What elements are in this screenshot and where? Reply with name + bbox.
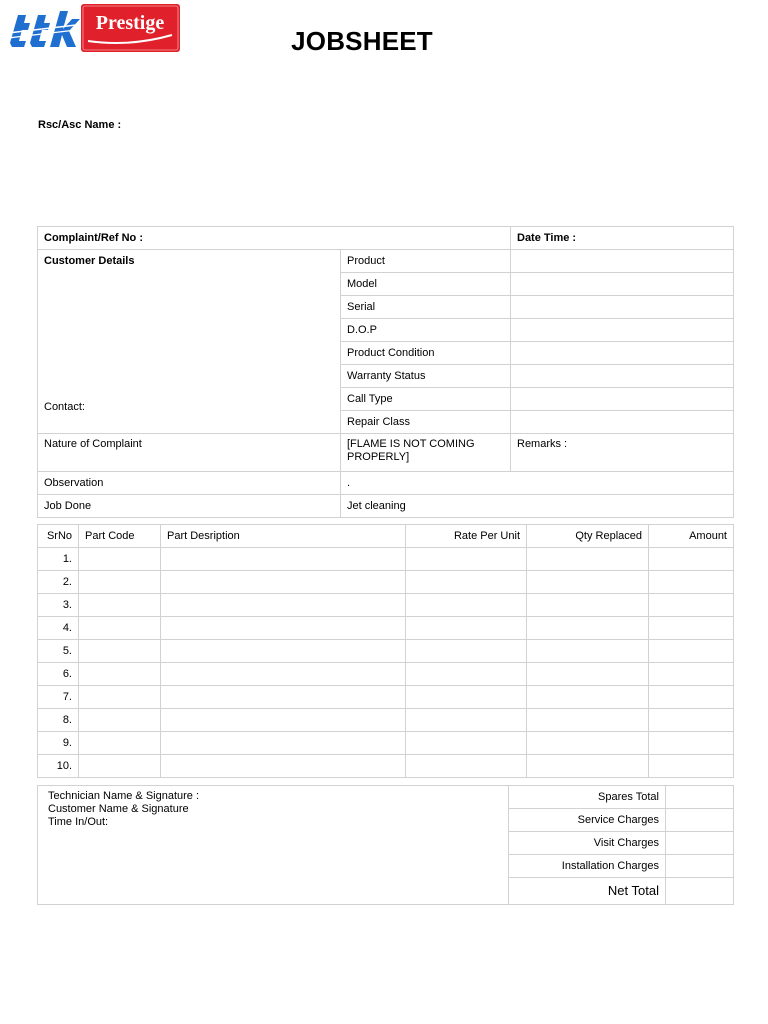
technician-signature-label: Technician Name & Signature : [48, 790, 200, 802]
complaint-ref-label: Complaint/Ref No : [38, 227, 511, 250]
srno-cell: 1. [38, 548, 79, 571]
table-row [38, 571, 734, 594]
rate-cell[interactable] [406, 640, 527, 663]
rate-cell[interactable] [406, 709, 527, 732]
installation-charges-label: Installation Charges [509, 855, 666, 878]
amount-cell[interactable] [649, 709, 734, 732]
srno-cell: 9. [38, 732, 79, 755]
observation-label: Observation [38, 472, 341, 495]
srno-cell: 10. [38, 755, 79, 778]
nature-row [38, 434, 734, 472]
part-description-cell[interactable] [161, 640, 406, 663]
spares-total-label: Spares Total [509, 786, 666, 809]
rate-cell[interactable] [406, 686, 527, 709]
table-row [38, 617, 734, 640]
service-charges-value[interactable] [666, 809, 734, 832]
parts-header-row [38, 525, 734, 548]
amount-cell[interactable] [649, 732, 734, 755]
amount-cell[interactable] [649, 686, 734, 709]
qty-replaced-header: Qty Replaced [527, 525, 649, 548]
time-in-out-label: Time In/Out: [48, 816, 109, 828]
call-type-label: Call Type [341, 388, 511, 411]
qty-cell[interactable] [527, 640, 649, 663]
part-code-cell[interactable] [79, 594, 161, 617]
rate-cell[interactable] [406, 663, 527, 686]
part-code-cell[interactable] [79, 686, 161, 709]
table-row [38, 548, 734, 571]
product-condition-label: Product Condition [341, 342, 511, 365]
amount-cell[interactable] [649, 571, 734, 594]
part-description-cell[interactable] [161, 617, 406, 640]
rate-cell[interactable] [406, 732, 527, 755]
observation-row [38, 472, 734, 495]
rate-cell[interactable] [406, 755, 527, 778]
customer-details-label: Customer Details [44, 255, 135, 267]
spares-total-row [38, 786, 734, 809]
rate-cell[interactable] [406, 571, 527, 594]
job-done-row [38, 495, 734, 518]
call-type-value[interactable] [511, 388, 734, 411]
part-description-cell[interactable] [161, 755, 406, 778]
product-row [38, 250, 734, 273]
product-condition-value[interactable] [511, 342, 734, 365]
table-row [38, 686, 734, 709]
part-code-cell[interactable] [79, 709, 161, 732]
observation-value: . [341, 472, 734, 495]
srno-cell: 4. [38, 617, 79, 640]
date-time-label: Date Time : [511, 227, 734, 250]
qty-cell[interactable] [527, 755, 649, 778]
dop-label: D.O.P [341, 319, 511, 342]
dop-value[interactable] [511, 319, 734, 342]
part-code-cell[interactable] [79, 663, 161, 686]
amount-cell[interactable] [649, 640, 734, 663]
qty-cell[interactable] [527, 617, 649, 640]
part-description-cell[interactable] [161, 548, 406, 571]
serial-value[interactable] [511, 296, 734, 319]
job-done-value: Jet cleaning [341, 495, 734, 518]
table-row [38, 755, 734, 778]
amount-cell[interactable] [649, 755, 734, 778]
totals-signature-table [37, 785, 734, 905]
srno-cell: 8. [38, 709, 79, 732]
part-code-cell[interactable] [79, 755, 161, 778]
product-label: Product [341, 250, 511, 273]
srno-cell: 2. [38, 571, 79, 594]
qty-cell[interactable] [527, 548, 649, 571]
qty-cell[interactable] [527, 663, 649, 686]
amount-cell[interactable] [649, 594, 734, 617]
repair-class-value[interactable] [511, 411, 734, 434]
warranty-status-label: Warranty Status [341, 365, 511, 388]
prestige-wordmark: Prestige [95, 12, 165, 34]
rate-per-unit-header: Rate Per Unit [406, 525, 527, 548]
contact-label: Contact: [44, 401, 85, 413]
rate-cell[interactable] [406, 617, 527, 640]
warranty-status-value[interactable] [511, 365, 734, 388]
rate-cell[interactable] [406, 594, 527, 617]
service-charges-label: Service Charges [509, 809, 666, 832]
customer-details-cell [38, 250, 341, 434]
part-code-cell[interactable] [79, 571, 161, 594]
spares-total-value[interactable] [666, 786, 734, 809]
qty-cell[interactable] [527, 709, 649, 732]
model-label: Model [341, 273, 511, 296]
nature-of-complaint-value: [FLAME IS NOT COMING PROPERLY] [341, 434, 511, 472]
table-row [38, 594, 734, 617]
jobsheet-info-table [37, 226, 734, 518]
srno-header: SrNo [38, 525, 79, 548]
remarks-label: Remarks : [511, 434, 734, 472]
rate-cell[interactable] [406, 548, 527, 571]
part-description-cell[interactable] [161, 663, 406, 686]
part-description-header: Part Desription [161, 525, 406, 548]
srno-cell: 5. [38, 640, 79, 663]
qty-cell[interactable] [527, 686, 649, 709]
product-value[interactable] [511, 250, 734, 273]
amount-cell[interactable] [649, 663, 734, 686]
net-total-label: Net Total [509, 878, 666, 905]
rsc-asc-name-label: Rsc/Asc Name : [38, 119, 122, 131]
visit-charges-value[interactable] [666, 832, 734, 855]
qty-cell[interactable] [527, 571, 649, 594]
visit-charges-label: Visit Charges [509, 832, 666, 855]
srno-cell: 6. [38, 663, 79, 686]
page-title: JOBSHEET [291, 26, 433, 56]
table-row [38, 709, 734, 732]
qty-cell[interactable] [527, 732, 649, 755]
part-description-cell[interactable] [161, 594, 406, 617]
table-row [38, 640, 734, 663]
signature-block[interactable] [38, 786, 509, 905]
srno-cell: 3. [38, 594, 79, 617]
table-row [38, 732, 734, 755]
model-value[interactable] [511, 273, 734, 296]
part-code-cell[interactable] [79, 640, 161, 663]
customer-signature-label: Customer Name & Signature [48, 803, 189, 815]
net-total-value[interactable] [666, 878, 734, 905]
part-description-cell[interactable] [161, 571, 406, 594]
table-row [38, 663, 734, 686]
nature-of-complaint-label: Nature of Complaint [38, 434, 341, 472]
part-code-cell[interactable] [79, 732, 161, 755]
srno-cell: 7. [38, 686, 79, 709]
part-code-cell[interactable] [79, 617, 161, 640]
qty-cell[interactable] [527, 594, 649, 617]
part-code-header: Part Code [79, 525, 161, 548]
amount-cell[interactable] [649, 617, 734, 640]
serial-label: Serial [341, 296, 511, 319]
amount-header: Amount [649, 525, 734, 548]
part-code-cell[interactable] [79, 548, 161, 571]
part-description-cell[interactable] [161, 732, 406, 755]
installation-charges-value[interactable] [666, 855, 734, 878]
amount-cell[interactable] [649, 548, 734, 571]
job-done-label: Job Done [38, 495, 341, 518]
complaint-row [38, 227, 734, 250]
parts-table [37, 524, 734, 778]
part-description-cell[interactable] [161, 709, 406, 732]
repair-class-label: Repair Class [341, 411, 511, 434]
part-description-cell[interactable] [161, 686, 406, 709]
